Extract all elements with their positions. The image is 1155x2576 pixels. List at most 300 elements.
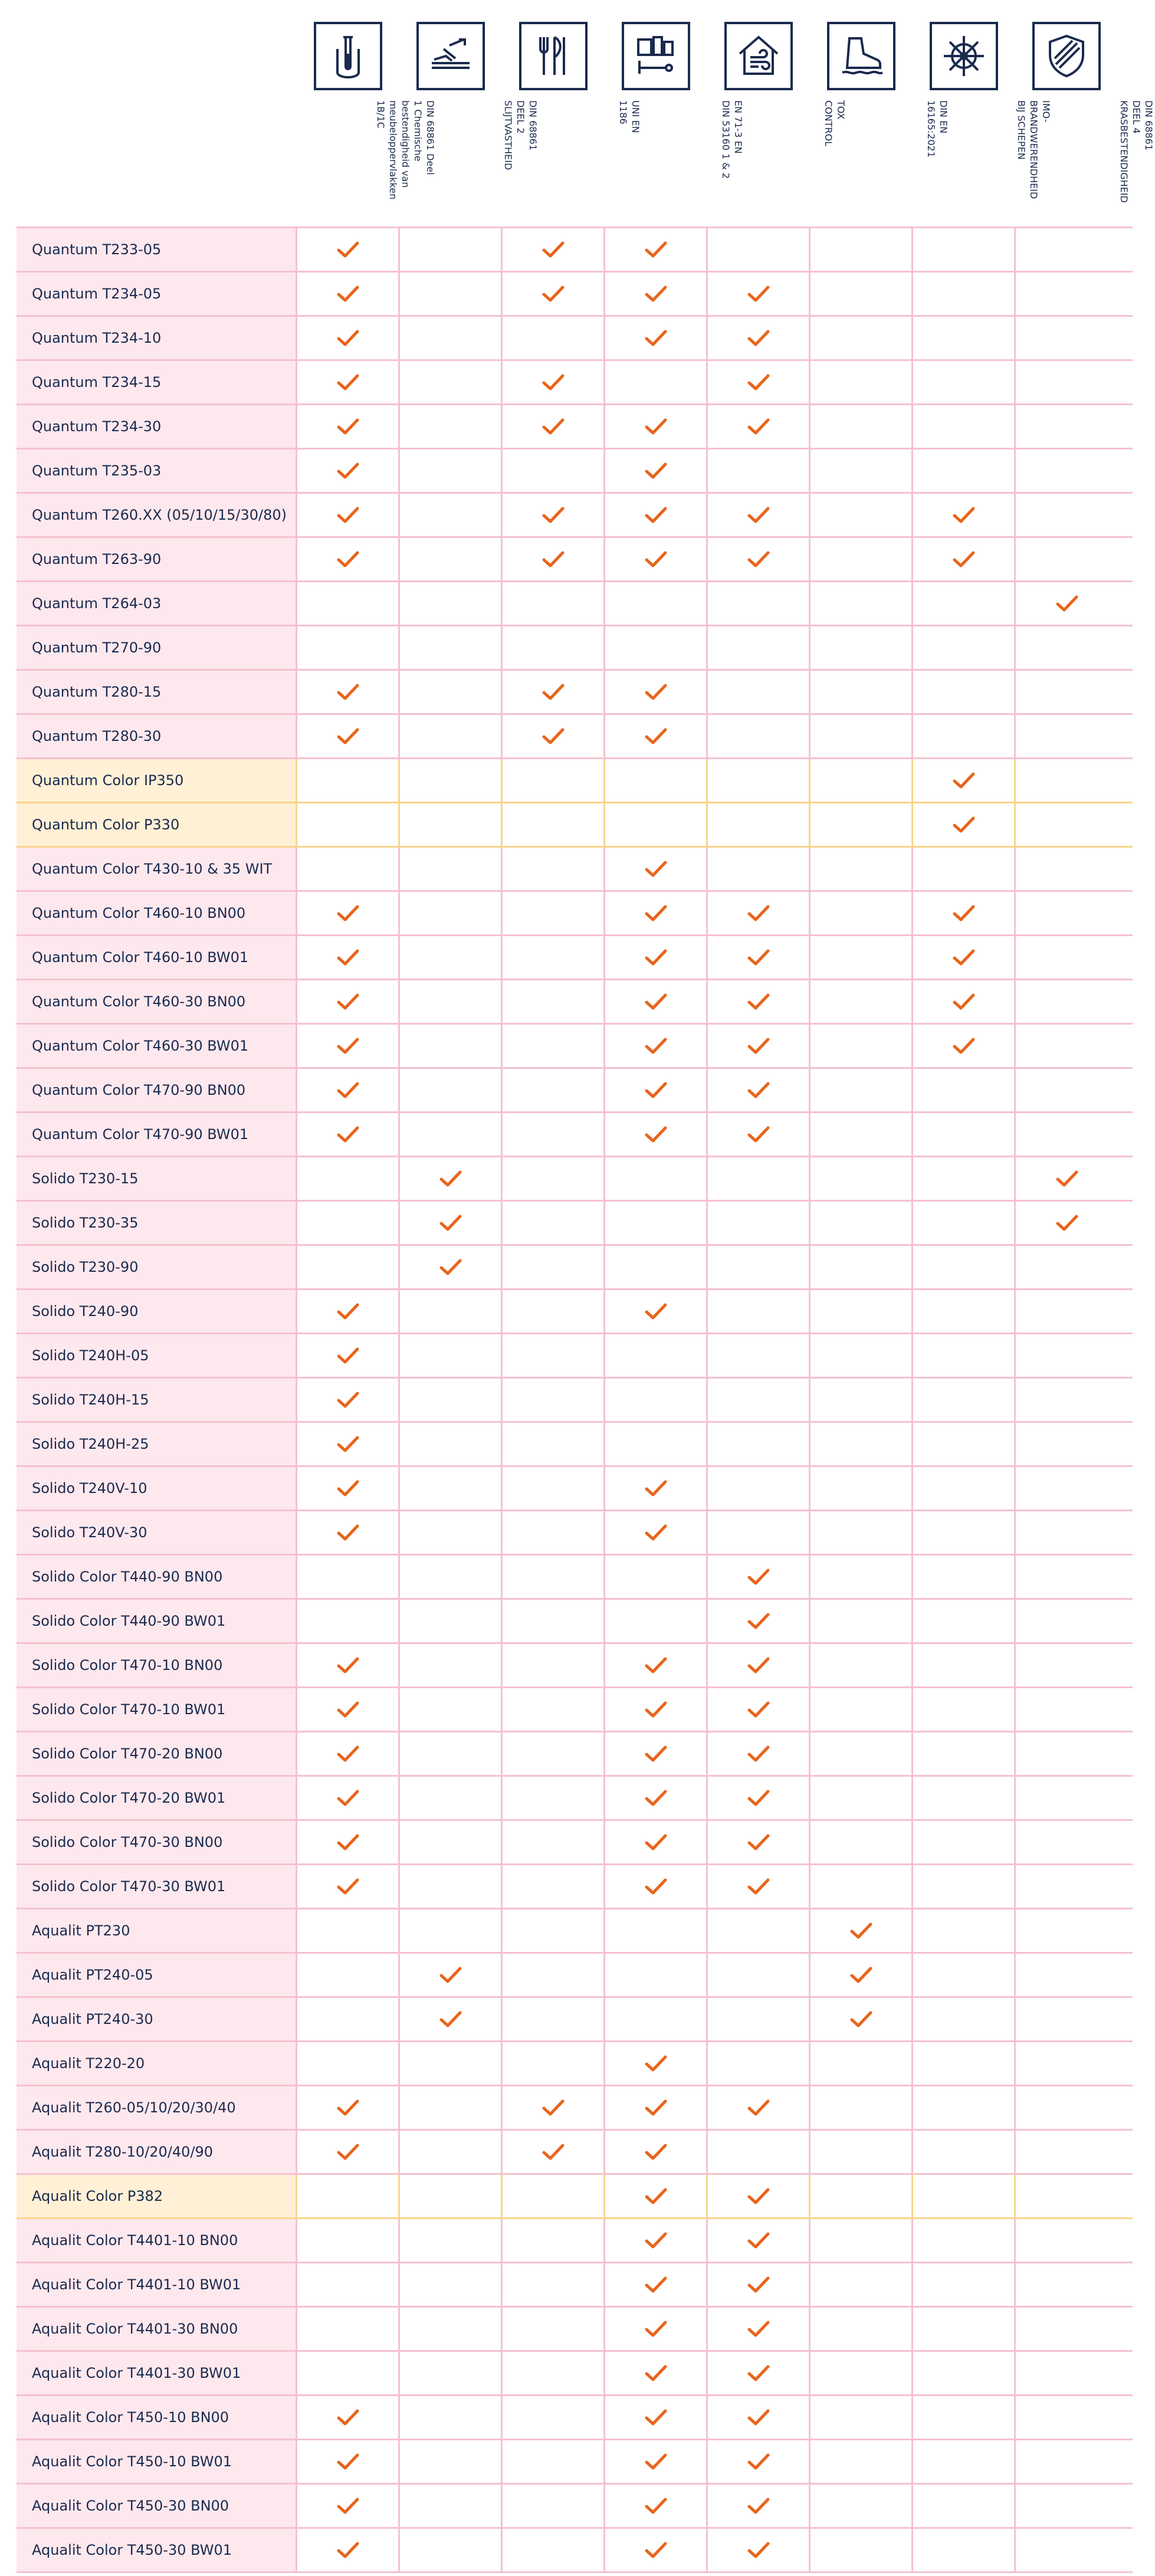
- shoe-icon: [827, 22, 895, 90]
- standard-label: DIN 68861 Deel 1 Chemische bestendigheid van meubeloppervlakken 1B/1C: [375, 100, 436, 200]
- cell-standard-4: [605, 1202, 708, 1244]
- check-icon: [645, 2055, 667, 2072]
- table-row: [17, 2219, 1133, 2263]
- product-name: Solido T230-35: [17, 1202, 297, 1244]
- cell-standard-4: [605, 1732, 708, 1775]
- product-name: Solido Color T470-20 BN00: [17, 1732, 297, 1775]
- product-name: Quantum Color P330: [17, 803, 297, 846]
- cell-standard-5: [708, 1688, 811, 1731]
- cell-standard-1: [297, 1909, 400, 1952]
- check-icon: [747, 506, 770, 524]
- check-icon: [645, 1524, 667, 1541]
- cell-standard-4: [605, 936, 708, 979]
- check-icon: [953, 506, 975, 524]
- cell-standard-7: [913, 361, 1016, 403]
- table-row: [17, 1423, 1133, 1467]
- cell-standard-2: [400, 2396, 503, 2439]
- product-name: Aqualit PT230: [17, 1909, 297, 1952]
- table-row: [17, 1998, 1133, 2042]
- cell-standard-7: [913, 2175, 1016, 2217]
- table-row: [17, 1511, 1133, 1556]
- cell-standard-8: [1016, 538, 1118, 580]
- check-icon: [337, 2497, 359, 2515]
- table-row: [17, 848, 1133, 892]
- cell-standard-3: [503, 1865, 605, 1908]
- cell-standard-6: [811, 671, 913, 713]
- cell-standard-4: [605, 2529, 708, 2571]
- check-icon: [747, 1656, 770, 1674]
- cell-standard-3: [503, 1157, 605, 1200]
- check-icon: [747, 2453, 770, 2470]
- check-icon: [542, 683, 565, 701]
- check-icon: [747, 2276, 770, 2293]
- cell-standard-5: [708, 1025, 811, 1067]
- toy-blocks-icon: [622, 22, 690, 90]
- cell-standard-8: [1016, 2219, 1118, 2262]
- cell-standard-5: [708, 759, 811, 802]
- cell-standard-2: [400, 1821, 503, 1863]
- cell-standard-8: [1016, 2086, 1118, 2129]
- check-icon: [337, 1701, 359, 1718]
- cell-standard-7: [913, 2086, 1016, 2129]
- cell-standard-7: [913, 2396, 1016, 2439]
- check-icon: [645, 1302, 667, 1320]
- cell-standard-4: [605, 803, 708, 846]
- cell-standard-7: [913, 538, 1016, 580]
- cell-standard-8: [1016, 1688, 1118, 1731]
- cell-standard-8: [1016, 715, 1118, 757]
- cell-standard-7: [913, 2352, 1016, 2394]
- check-icon: [337, 1745, 359, 1763]
- cell-standard-5: [708, 2485, 811, 2527]
- check-icon: [645, 1479, 667, 1497]
- table-row: [17, 1600, 1133, 1644]
- standard-label: DIN 68861 DEEL 4 KRASBESTENDIGHEID: [1118, 100, 1154, 203]
- check-icon: [645, 2408, 667, 2426]
- cell-standard-1: [297, 1113, 400, 1156]
- cell-standard-1: [297, 2219, 400, 2262]
- table-row: [17, 759, 1133, 803]
- cell-standard-3: [503, 1423, 605, 1465]
- table-row: [17, 892, 1133, 936]
- cell-standard-7: [913, 1732, 1016, 1775]
- cell-standard-6: [811, 1688, 913, 1731]
- cell-standard-8: [1016, 228, 1118, 271]
- cell-standard-2: [400, 1556, 503, 1598]
- cell-standard-4: [605, 2131, 708, 2173]
- cell-standard-7: [913, 1202, 1016, 1244]
- cell-standard-3: [503, 1688, 605, 1731]
- cell-standard-3: [503, 1777, 605, 1819]
- cell-standard-1: [297, 936, 400, 979]
- cell-standard-5: [708, 2175, 811, 2217]
- cell-standard-8: [1016, 1954, 1118, 1996]
- cell-standard-6: [811, 980, 913, 1023]
- check-icon: [953, 949, 975, 966]
- cell-standard-7: [913, 1998, 1016, 2040]
- cell-standard-4: [605, 759, 708, 802]
- cell-standard-6: [811, 2042, 913, 2085]
- cell-standard-1: [297, 671, 400, 713]
- cell-standard-6: [811, 1998, 913, 2040]
- check-icon: [747, 904, 770, 922]
- cell-standard-2: [400, 2308, 503, 2350]
- product-name: Quantum Color T460-10 BN00: [17, 892, 297, 934]
- check-icon: [747, 993, 770, 1010]
- test-tube-icon: [314, 22, 382, 90]
- cell-standard-3: [503, 538, 605, 580]
- cell-standard-7: [913, 715, 1016, 757]
- check-icon: [645, 1833, 667, 1851]
- cell-standard-2: [400, 936, 503, 979]
- cell-standard-5: [708, 1732, 811, 1775]
- cell-standard-2: [400, 1600, 503, 1642]
- cell-standard-5: [708, 715, 811, 757]
- cell-standard-8: [1016, 1511, 1118, 1554]
- cell-standard-1: [297, 494, 400, 536]
- check-icon: [337, 1524, 359, 1541]
- product-name: Quantum T264-03: [17, 582, 297, 625]
- cell-standard-4: [605, 1423, 708, 1465]
- cell-standard-7: [913, 892, 1016, 934]
- cell-standard-1: [297, 273, 400, 315]
- cell-standard-7: [913, 1113, 1016, 1156]
- cell-standard-3: [503, 759, 605, 802]
- table-row: [17, 1157, 1133, 1202]
- cell-standard-1: [297, 405, 400, 448]
- cell-standard-6: [811, 361, 913, 403]
- cell-standard-8: [1016, 361, 1118, 403]
- shield-scratch-icon: [1032, 22, 1101, 90]
- cell-standard-7: [913, 1334, 1016, 1377]
- cell-standard-5: [708, 892, 811, 934]
- cell-standard-8: [1016, 2131, 1118, 2173]
- check-icon: [747, 2187, 770, 2205]
- check-icon: [747, 1878, 770, 1895]
- cell-standard-4: [605, 2308, 708, 2350]
- cutlery-icon: [519, 22, 588, 90]
- check-icon: [645, 2541, 667, 2559]
- check-icon: [337, 2408, 359, 2426]
- cell-standard-3: [503, 2396, 605, 2439]
- check-icon: [953, 772, 975, 789]
- cell-standard-5: [708, 361, 811, 403]
- product-name: Quantum T263-90: [17, 538, 297, 580]
- cell-standard-2: [400, 1467, 503, 1509]
- cell-standard-1: [297, 2529, 400, 2571]
- cell-standard-1: [297, 2485, 400, 2527]
- check-icon: [439, 1966, 462, 1984]
- cell-standard-7: [913, 1556, 1016, 1598]
- cell-standard-6: [811, 1379, 913, 1421]
- cell-standard-8: [1016, 936, 1118, 979]
- cell-standard-6: [811, 1467, 913, 1509]
- cell-standard-2: [400, 848, 503, 890]
- cell-standard-5: [708, 2396, 811, 2439]
- cell-standard-7: [913, 582, 1016, 625]
- cell-standard-3: [503, 2263, 605, 2306]
- product-name: Aqualit Color T4401-10 BN00: [17, 2219, 297, 2262]
- cell-standard-2: [400, 626, 503, 669]
- table-row: [17, 2396, 1133, 2440]
- check-icon: [337, 2453, 359, 2470]
- check-icon: [439, 2010, 462, 2028]
- standard-header-5: [708, 0, 846, 227]
- cell-standard-8: [1016, 1909, 1118, 1952]
- check-icon: [747, 1833, 770, 1851]
- cell-standard-8: [1016, 1556, 1118, 1598]
- cell-standard-7: [913, 1865, 1016, 1908]
- check-icon: [645, 2187, 667, 2205]
- cell-standard-1: [297, 2308, 400, 2350]
- check-icon: [747, 2497, 770, 2515]
- check-icon: [542, 285, 565, 303]
- cell-standard-4: [605, 361, 708, 403]
- cell-standard-8: [1016, 1998, 1118, 2040]
- cell-standard-4: [605, 2042, 708, 2085]
- cell-standard-5: [708, 1865, 811, 1908]
- cell-standard-7: [913, 1423, 1016, 1465]
- cell-standard-5: [708, 538, 811, 580]
- cell-standard-2: [400, 1069, 503, 1111]
- table-row: [17, 626, 1133, 671]
- check-icon: [337, 2541, 359, 2559]
- cell-standard-6: [811, 1246, 913, 1288]
- cell-standard-1: [297, 1954, 400, 1996]
- table-row: [17, 317, 1133, 361]
- cell-standard-4: [605, 2352, 708, 2394]
- cell-standard-4: [605, 2396, 708, 2439]
- cell-standard-3: [503, 273, 605, 315]
- check-icon: [337, 1391, 359, 1409]
- cell-standard-3: [503, 1290, 605, 1333]
- cell-standard-3: [503, 1821, 605, 1863]
- cell-standard-1: [297, 1025, 400, 1067]
- cell-standard-3: [503, 2086, 605, 2129]
- check-icon: [645, 2143, 667, 2161]
- cell-standard-1: [297, 449, 400, 492]
- check-icon: [953, 904, 975, 922]
- cell-standard-6: [811, 1821, 913, 1863]
- cell-standard-3: [503, 936, 605, 979]
- cell-standard-7: [913, 671, 1016, 713]
- cell-standard-6: [811, 317, 913, 359]
- cell-standard-5: [708, 1909, 811, 1952]
- standard-label: DIN EN 16165:2021: [926, 100, 949, 158]
- table-row: [17, 1644, 1133, 1688]
- cell-standard-2: [400, 759, 503, 802]
- cell-standard-4: [605, 2440, 708, 2483]
- cell-standard-8: [1016, 1865, 1118, 1908]
- cell-standard-1: [297, 759, 400, 802]
- cell-standard-3: [503, 892, 605, 934]
- cell-standard-1: [297, 1202, 400, 1244]
- cell-standard-8: [1016, 892, 1118, 934]
- check-icon: [337, 373, 359, 391]
- cell-standard-8: [1016, 317, 1118, 359]
- cell-standard-1: [297, 980, 400, 1023]
- product-name: Solido Color T470-10 BN00: [17, 1644, 297, 1686]
- check-icon: [645, 1789, 667, 1807]
- check-icon: [645, 241, 667, 258]
- cell-standard-8: [1016, 1644, 1118, 1686]
- cell-standard-3: [503, 1202, 605, 1244]
- cell-standard-7: [913, 2219, 1016, 2262]
- check-icon: [542, 241, 565, 258]
- cell-standard-3: [503, 1069, 605, 1111]
- cell-standard-4: [605, 1600, 708, 1642]
- check-icon: [645, 2320, 667, 2338]
- check-icon: [337, 1347, 359, 1364]
- table-row: [17, 1865, 1133, 1909]
- cell-standard-6: [811, 2086, 913, 2129]
- cell-standard-3: [503, 2042, 605, 2085]
- check-icon: [337, 241, 359, 258]
- check-icon: [747, 1081, 770, 1099]
- cell-standard-5: [708, 2131, 811, 2173]
- cell-standard-7: [913, 1954, 1016, 1996]
- cell-standard-3: [503, 2219, 605, 2262]
- cell-standard-4: [605, 671, 708, 713]
- check-icon: [337, 1435, 359, 1453]
- cell-standard-2: [400, 405, 503, 448]
- check-icon: [439, 1214, 462, 1232]
- cell-standard-6: [811, 2529, 913, 2571]
- cell-standard-8: [1016, 1467, 1118, 1509]
- cell-standard-8: [1016, 1202, 1118, 1244]
- check-icon: [747, 2408, 770, 2426]
- cell-standard-3: [503, 494, 605, 536]
- cell-standard-1: [297, 2086, 400, 2129]
- cell-standard-6: [811, 2263, 913, 2306]
- cell-standard-8: [1016, 2529, 1118, 2571]
- cell-standard-4: [605, 1865, 708, 1908]
- cell-standard-2: [400, 361, 503, 403]
- product-name: Quantum T234-10: [17, 317, 297, 359]
- cell-standard-5: [708, 2529, 811, 2571]
- cell-standard-3: [503, 1246, 605, 1288]
- cell-standard-8: [1016, 2175, 1118, 2217]
- cell-standard-1: [297, 582, 400, 625]
- table-row: [17, 361, 1133, 405]
- cell-standard-5: [708, 1202, 811, 1244]
- product-name: Quantum Color T470-90 BN00: [17, 1069, 297, 1111]
- check-icon: [542, 2143, 565, 2161]
- check-icon: [1056, 1170, 1078, 1187]
- cell-standard-6: [811, 2175, 913, 2217]
- product-name: Quantum Color IP350: [17, 759, 297, 802]
- cell-standard-3: [503, 1113, 605, 1156]
- cell-standard-3: [503, 980, 605, 1023]
- product-name: Quantum Color T460-10 BW01: [17, 936, 297, 979]
- cell-standard-7: [913, 936, 1016, 979]
- check-icon: [1056, 1214, 1078, 1232]
- cell-standard-6: [811, 1423, 913, 1465]
- check-icon: [645, 1656, 667, 1674]
- cell-standard-2: [400, 980, 503, 1023]
- check-icon: [337, 1656, 359, 1674]
- check-icon: [747, 2232, 770, 2249]
- check-icon: [337, 1479, 359, 1497]
- table-row: [17, 228, 1133, 273]
- check-icon: [337, 550, 359, 568]
- product-name: Aqualit Color T450-10 BW01: [17, 2440, 297, 2483]
- table-row: [17, 2529, 1133, 2573]
- cell-standard-3: [503, 405, 605, 448]
- cell-standard-2: [400, 2352, 503, 2394]
- cell-standard-2: [400, 1998, 503, 2040]
- cell-standard-1: [297, 1423, 400, 1465]
- product-name: Quantum T280-15: [17, 671, 297, 713]
- cell-standard-6: [811, 1069, 913, 1111]
- check-icon: [337, 1037, 359, 1055]
- cell-standard-7: [913, 273, 1016, 315]
- product-name: Solido T240V-30: [17, 1511, 297, 1554]
- table-row: [17, 2263, 1133, 2308]
- cell-standard-5: [708, 1600, 811, 1642]
- cell-standard-7: [913, 228, 1016, 271]
- standard-header-3: [503, 0, 641, 227]
- cell-standard-3: [503, 228, 605, 271]
- cell-standard-5: [708, 582, 811, 625]
- cell-standard-6: [811, 2352, 913, 2394]
- cell-standard-8: [1016, 1113, 1118, 1156]
- cell-standard-6: [811, 1865, 913, 1908]
- cell-standard-6: [811, 759, 913, 802]
- cell-standard-6: [811, 848, 913, 890]
- check-icon: [337, 329, 359, 347]
- product-name: Quantum Color T430-10 & 35 WIT: [17, 848, 297, 890]
- product-name: Quantum T280-30: [17, 715, 297, 757]
- check-icon: [645, 418, 667, 435]
- cell-standard-7: [913, 1688, 1016, 1731]
- cell-standard-8: [1016, 273, 1118, 315]
- product-name: Aqualit PT240-30: [17, 1998, 297, 2040]
- certification-matrix: [17, 0, 1154, 2558]
- standards-header: [17, 0, 1154, 227]
- cell-standard-7: [913, 1909, 1016, 1952]
- cell-standard-7: [913, 1246, 1016, 1288]
- cell-standard-4: [605, 1998, 708, 2040]
- check-icon: [645, 904, 667, 922]
- check-icon: [645, 329, 667, 347]
- cell-standard-4: [605, 1644, 708, 1686]
- product-name: Solido Color T470-20 BW01: [17, 1777, 297, 1819]
- check-icon: [645, 1745, 667, 1763]
- cell-standard-3: [503, 2352, 605, 2394]
- table-row: [17, 494, 1133, 538]
- check-icon: [337, 285, 359, 303]
- cell-standard-3: [503, 671, 605, 713]
- product-name: Quantum Color T460-30 BW01: [17, 1025, 297, 1067]
- cell-standard-6: [811, 1511, 913, 1554]
- cell-standard-3: [503, 2175, 605, 2217]
- cell-standard-5: [708, 2086, 811, 2129]
- check-icon: [337, 2143, 359, 2161]
- check-icon: [645, 860, 667, 878]
- product-name: Solido T240V-10: [17, 1467, 297, 1509]
- cell-standard-3: [503, 1600, 605, 1642]
- table-row: [17, 1777, 1133, 1821]
- cell-standard-8: [1016, 2485, 1118, 2527]
- cell-standard-2: [400, 538, 503, 580]
- table-row: [17, 1732, 1133, 1777]
- cell-standard-5: [708, 671, 811, 713]
- cell-standard-6: [811, 1202, 913, 1244]
- cell-standard-7: [913, 1511, 1016, 1554]
- cell-standard-1: [297, 2131, 400, 2173]
- cell-standard-2: [400, 2529, 503, 2571]
